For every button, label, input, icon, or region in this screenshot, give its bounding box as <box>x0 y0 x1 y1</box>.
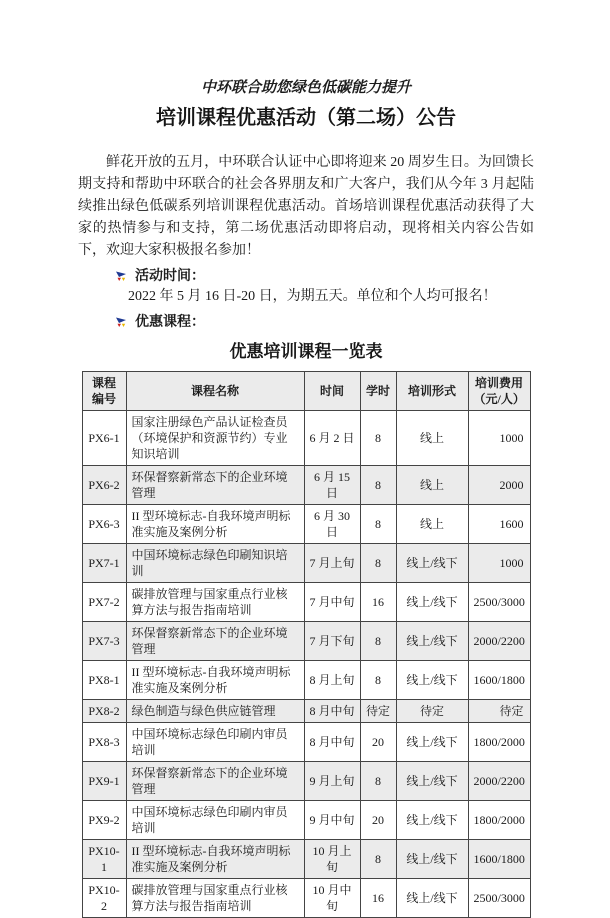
cell-training-mode: 线上/线下 <box>396 622 468 661</box>
table-row <box>82 700 530 723</box>
cell-course-code: PX8-3 <box>82 723 126 762</box>
cell-course-name: 环保督察新常态下的企业环境管理 <box>126 622 304 661</box>
table-row <box>82 723 530 762</box>
cell-fee: 1600/1800 <box>468 840 530 879</box>
cell-hours: 8 <box>360 840 396 879</box>
table-row <box>82 583 530 622</box>
course-table-title: 优惠培训课程一览表 <box>229 342 383 361</box>
cell-fee: 1600 <box>468 505 530 544</box>
cell-course-name: 碳排放管理与国家重点行业核算方法与报告指南培训 <box>126 879 304 918</box>
cell-hours: 待定 <box>360 700 396 723</box>
cell-course-name: 环保督察新常态下的企业环境管理 <box>126 762 304 801</box>
cell-course-name: 中国环境标志绿色印刷内审员培训 <box>126 801 304 840</box>
cell-time: 10 月上旬 <box>304 840 360 879</box>
bullet-label-discount-courses: 优惠课程： <box>135 313 205 329</box>
table-row <box>82 879 530 918</box>
cell-course-name: 国家注册绿色产品认证检查员（环境保护和资源节约）专业知识培训 <box>126 411 304 466</box>
cell-course-code: PX6-1 <box>82 411 126 466</box>
cell-course-code: PX7-1 <box>82 544 126 583</box>
cell-hours: 16 <box>360 583 396 622</box>
cell-course-code: PX9-1 <box>82 762 126 801</box>
document-title: 培训课程优惠活动（第二场）公告 <box>156 107 456 129</box>
cell-hours: 8 <box>360 762 396 801</box>
cell-training-mode: 线上/线下 <box>396 723 468 762</box>
cell-time: 7 月中旬 <box>304 583 360 622</box>
cell-course-code: PX7-2 <box>82 583 126 622</box>
cell-course-code: PX10-2 <box>82 879 126 918</box>
table-row <box>82 762 530 801</box>
bullet-item-activity-time <box>78 264 534 286</box>
cell-fee: 2500/3000 <box>468 583 530 622</box>
course-table-body <box>82 411 530 918</box>
cell-hours: 20 <box>360 801 396 840</box>
intro-paragraph: 鲜花开放的五月，中环联合认证中心即将迎来 20 周岁生日。为回馈长期支持和帮助中环联合的社会各界朋友和广大客户，我们从今年 3 月起陆续推出绿色低碳系列培训课程优惠活动。首场培训课程优惠活动获得了大家的热情参与和支持，第二场优惠活动即将启动，现将相关内容公告如下，欢迎大家积极报名参加！ <box>78 155 534 258</box>
cell-fee: 2000/2200 <box>468 762 530 801</box>
cell-fee: 1800/2000 <box>468 801 530 840</box>
bullet-label-activity-time: 活动时间： <box>135 267 205 283</box>
cell-time: 6 月 30 日 <box>304 505 360 544</box>
cell-time: 9 月中旬 <box>304 801 360 840</box>
header-hours: 学时 <box>360 372 396 411</box>
cell-course-code: PX8-2 <box>82 700 126 723</box>
cell-course-name: 中国环境标志绿色印刷内审员培训 <box>126 723 304 762</box>
cell-course-code: PX7-3 <box>82 622 126 661</box>
cell-training-mode: 线上/线下 <box>396 661 468 700</box>
cell-time: 9 月上旬 <box>304 762 360 801</box>
cell-time: 7 月下旬 <box>304 622 360 661</box>
header-training-mode: 培训形式 <box>396 372 468 411</box>
cell-course-code: PX10-1 <box>82 840 126 879</box>
cell-course-name: 碳排放管理与国家重点行业核算方法与报告指南培训 <box>126 583 304 622</box>
cell-training-mode: 线上/线下 <box>396 840 468 879</box>
cell-course-name: II 型环境标志-自我环境声明标准实施及案例分析 <box>126 661 304 700</box>
cell-fee: 2000/2200 <box>468 622 530 661</box>
cell-fee: 1000 <box>468 544 530 583</box>
activity-time-detail: 2022 年 5 月 16 日-20 日，为期五天。单位和个人均可报名！ <box>128 289 497 304</box>
cell-hours: 8 <box>360 622 396 661</box>
cell-fee: 1000 <box>468 411 530 466</box>
table-row <box>82 411 530 466</box>
cell-time: 8 月中旬 <box>304 723 360 762</box>
table-row <box>82 661 530 700</box>
table-row <box>82 840 530 879</box>
cell-fee: 1600/1800 <box>468 661 530 700</box>
cell-hours: 20 <box>360 723 396 762</box>
cell-hours: 8 <box>360 505 396 544</box>
table-row <box>82 622 530 661</box>
cell-hours: 16 <box>360 879 396 918</box>
cell-training-mode: 线上 <box>396 505 468 544</box>
cell-training-mode: 线上/线下 <box>396 801 468 840</box>
cell-fee: 2000 <box>468 466 530 505</box>
cell-training-mode: 线上/线下 <box>396 879 468 918</box>
table-row <box>82 801 530 840</box>
cell-course-code: PX6-2 <box>82 466 126 505</box>
header-time: 时间 <box>304 372 360 411</box>
colored-arrow-bullet-icon <box>115 269 127 281</box>
cell-training-mode: 线上/线下 <box>396 583 468 622</box>
cell-fee: 待定 <box>468 700 530 723</box>
header-course-code: 课程 编号 <box>82 372 126 411</box>
bullet-item-discount-courses <box>78 310 534 332</box>
cell-course-code: PX8-1 <box>82 661 126 700</box>
header-fee: 培训费用 （元/人） <box>468 372 530 411</box>
cell-time: 6 月 2 日 <box>304 411 360 466</box>
cell-training-mode: 线上/线下 <box>396 544 468 583</box>
cell-time: 6 月 15 日 <box>304 466 360 505</box>
course-table-header <box>82 372 530 411</box>
cell-course-code: PX9-2 <box>82 801 126 840</box>
course-table <box>82 371 531 918</box>
table-row <box>82 505 530 544</box>
cell-training-mode: 线上 <box>396 411 468 466</box>
cell-course-name: 绿色制造与绿色供应链管理 <box>126 700 304 723</box>
cell-course-name: 环保督察新常态下的企业环境管理 <box>126 466 304 505</box>
cell-training-mode: 待定 <box>396 700 468 723</box>
cell-fee: 1800/2000 <box>468 723 530 762</box>
cell-course-name: II 型环境标志-自我环境声明标准实施及案例分析 <box>126 505 304 544</box>
cell-hours: 8 <box>360 544 396 583</box>
document-subtitle: 中环联合助您绿色低碳能力提升 <box>200 79 411 96</box>
cell-training-mode: 线上/线下 <box>396 762 468 801</box>
cell-fee: 2500/3000 <box>468 879 530 918</box>
cell-course-name: 中国环境标志绿色印刷知识培训 <box>126 544 304 583</box>
cell-hours: 8 <box>360 466 396 505</box>
cell-time: 10 月中旬 <box>304 879 360 918</box>
cell-course-code: PX6-3 <box>82 505 126 544</box>
cell-time: 7 月上旬 <box>304 544 360 583</box>
header-course-name: 课程名称 <box>126 372 304 411</box>
cell-training-mode: 线上 <box>396 466 468 505</box>
table-row <box>82 544 530 583</box>
table-row <box>82 466 530 505</box>
cell-hours: 8 <box>360 411 396 466</box>
header-row <box>82 372 530 411</box>
colored-arrow-bullet-icon <box>115 315 127 327</box>
cell-time: 8 月中旬 <box>304 700 360 723</box>
cell-hours: 8 <box>360 661 396 700</box>
cell-course-name: II 型环境标志-自我环境声明标准实施及案例分析 <box>126 840 304 879</box>
cell-time: 8 月上旬 <box>304 661 360 700</box>
